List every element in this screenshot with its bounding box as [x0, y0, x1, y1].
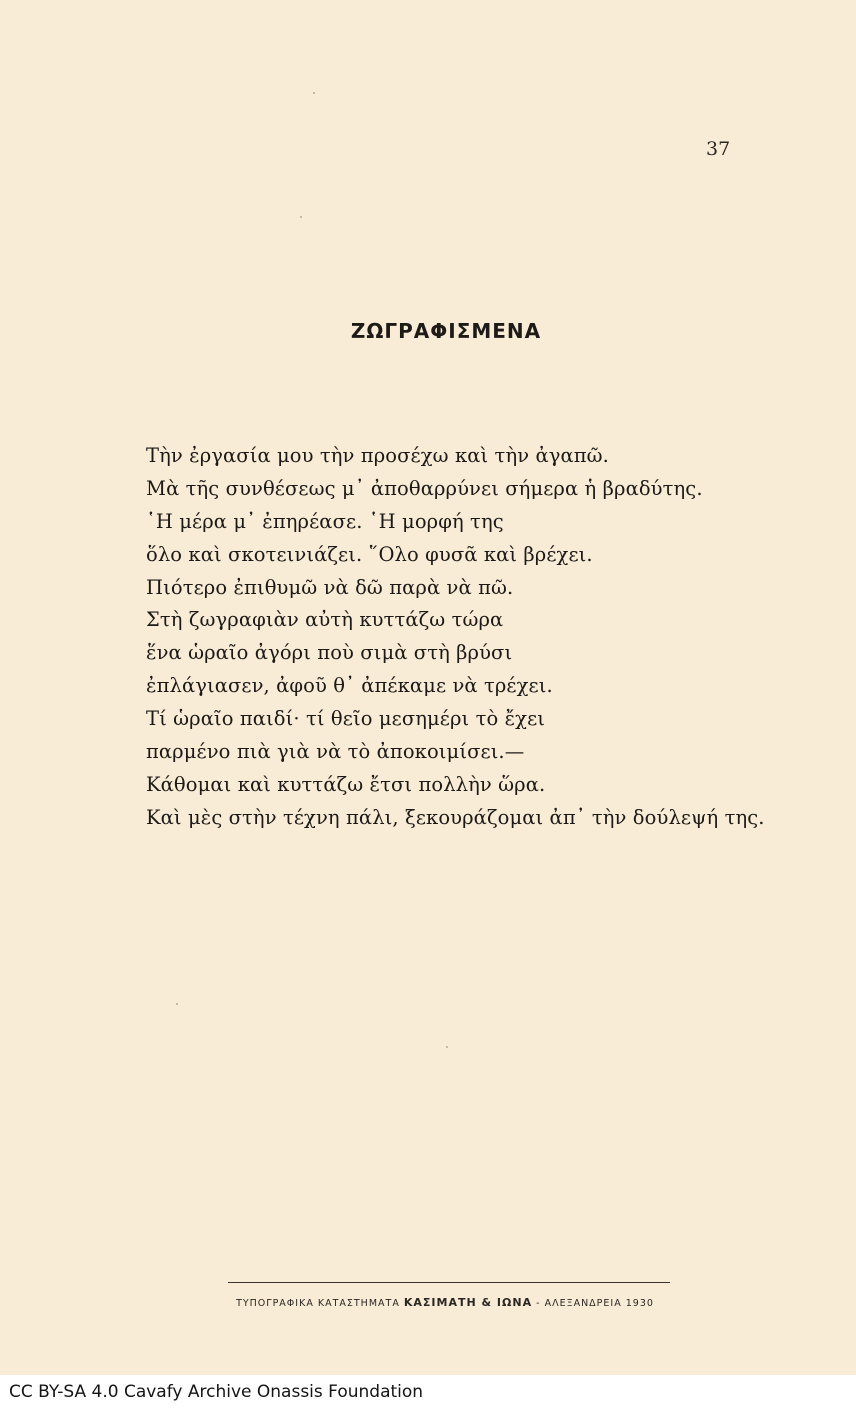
- imprint-printer-name: ΚΑΣΙΜΑΤΗ & ΙΩΝΑ: [403, 1296, 533, 1309]
- poem-line: Τί ὡραῖο παιδί· τί θεῖο μεσημέρι τὸ ἔχει: [146, 707, 546, 731]
- poem-title: ΖΩΓΡΑΦΙΣΜΕΝΑ: [350, 319, 542, 343]
- poem-line: παρμένο πιὰ γιὰ νὰ τὸ ἀποκοιμίσει.—: [146, 740, 525, 764]
- imprint-prefix: ΤΥΠΟΓΡΑΦΙΚΑ ΚΑΤΑΣΤΗΜΑΤΑ: [236, 1298, 400, 1309]
- paper-speck: [300, 216, 302, 218]
- poem-line: Στὴ ζωγραφιὰν αὐτὴ κυττάζω τώρα: [146, 608, 504, 632]
- poem-line: Τὴν ἐργασία μου τὴν προσέχω καὶ τὴν ἀγαπῶ.: [146, 444, 609, 467]
- page-number: 37: [706, 138, 731, 160]
- poem-line: ἐπλάγιασεν, ἀφοῦ θ᾿ ἀπέκαμε νὰ τρέχει.: [146, 674, 553, 698]
- poem-line: ῾Η μέρα μ᾿ ἐπηρέασε. ῾Η μορφή της: [146, 509, 504, 533]
- printer-imprint: [0, 1296, 856, 1309]
- poem-line: ὅλο καὶ σκοτεινιάζει. ῞Ολο φυσᾶ καὶ βρέχει.: [146, 542, 593, 566]
- paper-speck: [446, 1046, 448, 1048]
- footer-rule: [228, 1282, 670, 1283]
- paper-speck: [176, 1003, 178, 1005]
- license-credit: CC BY-SA 4.0 Cavafy Archive Onassis Foundation: [9, 1382, 424, 1402]
- poem-body: [146, 440, 826, 835]
- imprint-place-year: - ΑΛΕΞΑΝΔΡΕΙΑ 1930: [536, 1298, 654, 1309]
- poem-line: ἕνα ὡραῖο ἀγόρι ποὺ σιμὰ στὴ βρύσι: [146, 641, 513, 665]
- poem-line: Καὶ μὲς στὴν τέχνη πάλι, ξεκουράζομαι ἀπ᾿ τὴν δούλεψή της.: [146, 805, 765, 829]
- poem-line: Κάθομαι καὶ κυττάζω ἔτσι πολλὴν ὥρα.: [146, 772, 546, 796]
- poem-line: Μὰ τῆς συνθέσεως μ᾿ ἀποθαρρύνει σήμερα ἡ βραδύτης.: [146, 476, 703, 500]
- paper-speck: [313, 92, 315, 94]
- poem-line: Πιότερο ἐπιθυμῶ νὰ δῶ παρὰ νὰ πῶ.: [146, 575, 514, 599]
